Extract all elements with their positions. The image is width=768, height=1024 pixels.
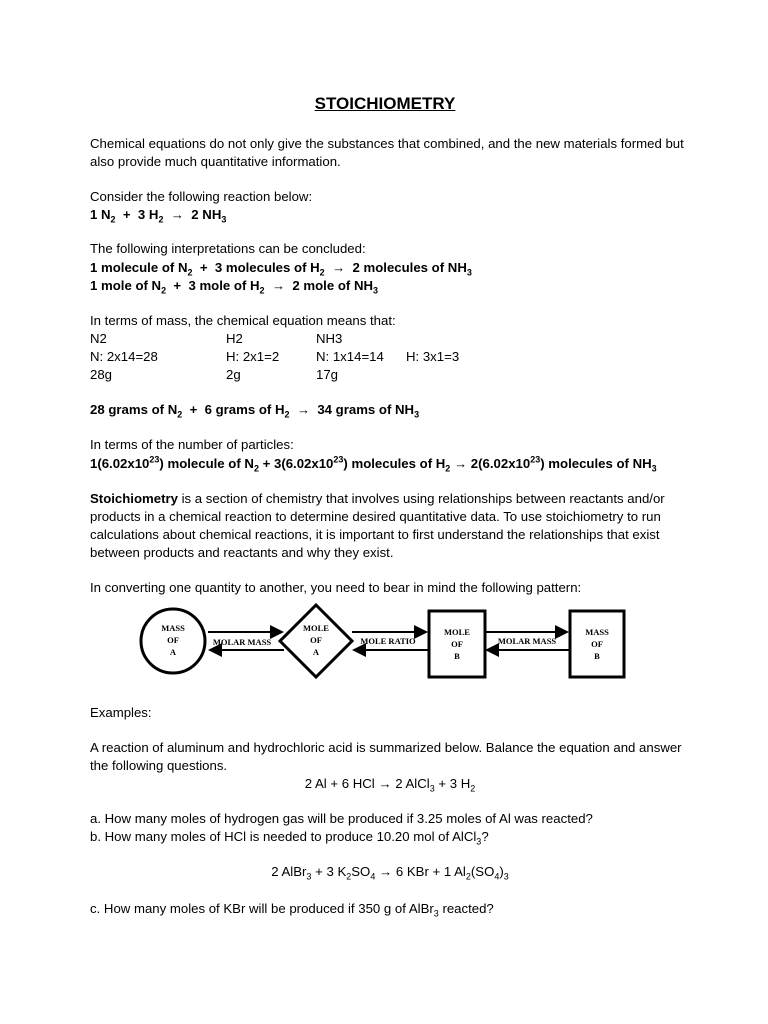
mass-cell: NH3 xyxy=(316,331,343,346)
intro-paragraph: Chemical equations do not only give the substances that combined, and the new materials formed but also provide much quantitative information. xyxy=(90,136,684,169)
grams-equation: 28 grams of $N_2 + 6$ grams of $H_2 \to 34$ grams of $NH_3$ xyxy=(90,402,420,420)
document-page xyxy=(90,0,690,919)
mass-cell: N2 xyxy=(90,331,107,346)
svg-text:B: B xyxy=(454,651,460,661)
mass-cell: 2g xyxy=(226,367,241,382)
aluminum-bromide-equation: 2 AlBr$_3$ + 3 $K_2SO_4 \to 6$ KBr + 1 $Al_2(SO_4)_3$ xyxy=(271,864,509,882)
stoichiometry-term: Stoichiometry xyxy=(90,491,178,506)
mole-ratio-label: MOLE RATIO xyxy=(360,636,416,646)
mass-cell: H: 3x1=3 xyxy=(406,349,460,364)
mass-cell: N: 2x14=28 xyxy=(90,349,158,364)
mass-cell: 28g xyxy=(90,367,113,382)
mole-interpretation: 1 mole of $N_2 + 3$ mole of $H_2 \to 2$ mole of $NH_3$ xyxy=(90,278,379,296)
examples-label: Examples: xyxy=(90,705,152,720)
mass-table xyxy=(90,330,690,384)
svg-text:MASS: MASS xyxy=(161,623,185,633)
interpretations-label: The following interpretations can be concluded: xyxy=(90,241,366,256)
molar-mass-label-2: MOLAR MASS xyxy=(497,636,557,646)
svg-text:B: B xyxy=(594,651,600,661)
mass-label: In terms of mass, the chemical equation means that: xyxy=(90,313,396,328)
svg-text:OF: OF xyxy=(167,635,179,645)
aluminum-equation: 2 Al + 6 HCl → 2 AlCl$_3$ + 3 $H_2$ xyxy=(304,776,476,794)
reaction-equation: 1 $N_2 + 3$ $H_2 \to 2$ $NH_3$ xyxy=(90,207,227,225)
conversion-diagram xyxy=(138,603,678,685)
example-intro: A reaction of aluminum and hydrochloric acid is summarized below. Balance the equation and answer the following questions. xyxy=(90,740,682,773)
pattern-label: In converting one quantity to another, you need to bear in mind the following pattern: xyxy=(90,580,582,595)
mass-cell: H: 2x1=2 xyxy=(226,349,280,364)
svg-text:OF: OF xyxy=(591,639,603,649)
mass-cell: N: 1x14=14 xyxy=(316,349,384,364)
question-b: b. How many moles of HCl is needed to produce 10.20 mol of AlCl$_3$? xyxy=(90,829,489,847)
mass-of-b-box xyxy=(570,611,624,677)
mass-of-a-circle xyxy=(141,609,205,673)
svg-text:OF: OF xyxy=(451,639,463,649)
svg-text:MOLE: MOLE xyxy=(444,627,470,637)
stoichiometry-definition: Stoichiometry is a section of chemistry that involves using relationships between reactants and/or products in a chemical reaction to determine desired quantitative data. To use stoichiometry to run calculations about chemical reactions, it is important to first understand the relationships that exist between products and reactants and why they exist. xyxy=(90,491,665,560)
page-title: STOICHIOMETRY xyxy=(314,94,456,113)
svg-text:MOLE: MOLE xyxy=(303,623,329,633)
consider-label: Consider the following reaction below: xyxy=(90,189,313,204)
mole-of-a-diamond xyxy=(280,605,352,677)
mole-of-b-box xyxy=(429,611,485,677)
svg-text:A: A xyxy=(312,647,320,657)
particles-label: In terms of the number of particles: xyxy=(90,437,294,452)
svg-text:MASS: MASS xyxy=(585,627,609,637)
question-c: c. How many moles of KBr will be produced if 350 g of AlBr$_3$ reacted? xyxy=(90,901,494,919)
particles-equation: $1(6.02x10^{23})$ molecule of $N_2 + 3(6.02x10^{23})$ molecules of $H_2 \to 2(6.02x10^{23})$ molecules of $NH_3$ xyxy=(90,454,657,474)
molecule-interpretation: 1 molecule of $N_2 + 3$ molecules of $H_2 \to 2$ molecules of $NH_3$ xyxy=(90,260,472,278)
question-a: a. How many moles of hydrogen gas will be produced if 3.25 moles of Al was reacted? xyxy=(90,811,593,826)
mass-cell: H2 xyxy=(226,331,243,346)
svg-text:A: A xyxy=(169,647,177,657)
molar-mass-label-1: MOLAR MASS xyxy=(212,637,272,647)
svg-text:OF: OF xyxy=(310,635,322,645)
mass-cell: 17g xyxy=(316,367,339,382)
